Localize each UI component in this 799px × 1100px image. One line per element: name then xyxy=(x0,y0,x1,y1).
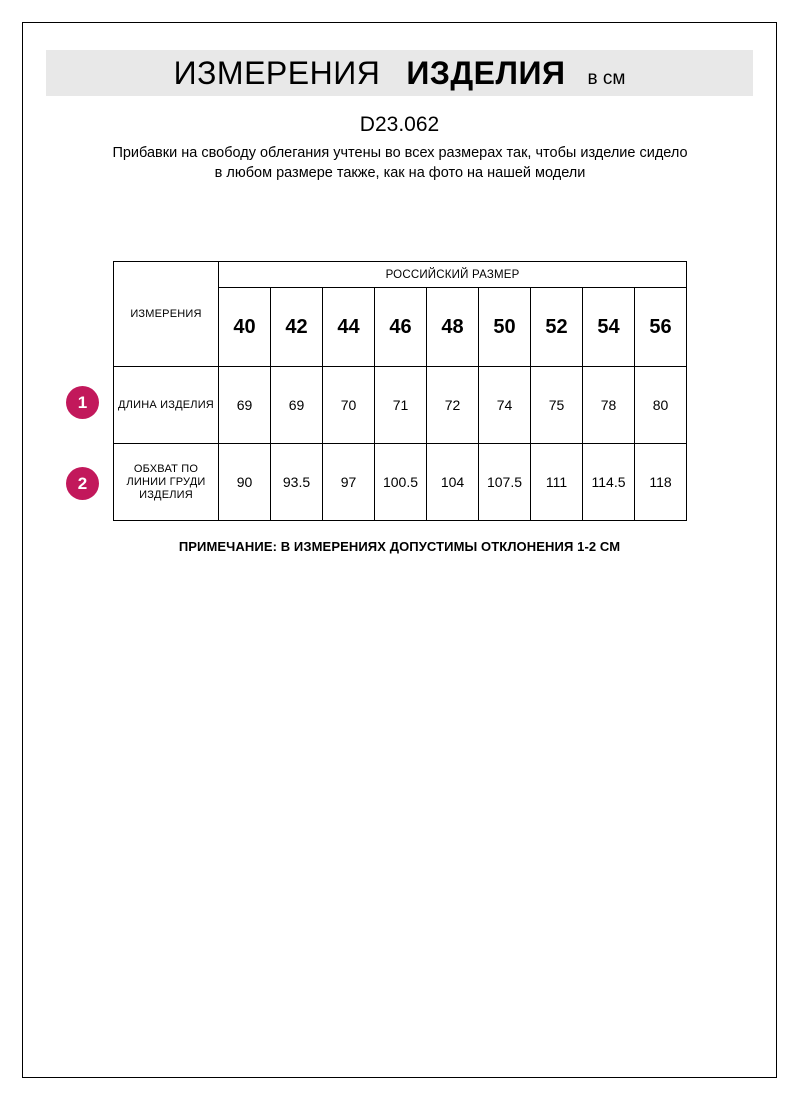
title-word-measurements: ИЗМЕРЕНИЯ xyxy=(173,54,381,91)
measurements-header: ИЗМЕРЕНИЯ xyxy=(114,262,219,367)
table-cell: 69 xyxy=(219,367,271,444)
document-title xyxy=(174,55,626,92)
table-cell: 93.5 xyxy=(271,444,323,521)
table-cell: 90 xyxy=(219,444,271,521)
table-cell: 71 xyxy=(375,367,427,444)
table-row xyxy=(114,444,687,521)
table-cell: 100.5 xyxy=(375,444,427,521)
title-units: в см xyxy=(587,67,626,89)
size-header-cell: 40 xyxy=(219,288,271,367)
table-cell: 80 xyxy=(635,367,687,444)
size-table-wrapper xyxy=(113,261,686,521)
size-table xyxy=(113,261,687,521)
size-header-cell: 50 xyxy=(479,288,531,367)
table-cell: 69 xyxy=(271,367,323,444)
size-header-cell: 52 xyxy=(531,288,583,367)
table-cell: 111 xyxy=(531,444,583,521)
row-label-length: ДЛИНА ИЗДЕЛИЯ xyxy=(114,367,219,444)
table-cell: 70 xyxy=(323,367,375,444)
table-header-group-row xyxy=(114,262,687,288)
russian-size-header: РОССИЙСКИЙ РАЗМЕР xyxy=(219,262,687,288)
size-header-cell: 44 xyxy=(323,288,375,367)
size-header-cell: 48 xyxy=(427,288,479,367)
measurement-badge-1: 1 xyxy=(66,386,99,419)
row-label-chest: ОБХВАТ ПО ЛИНИИ ГРУДИ ИЗДЕЛИЯ xyxy=(114,444,219,521)
table-cell: 78 xyxy=(583,367,635,444)
table-cell: 114.5 xyxy=(583,444,635,521)
size-header-cell: 42 xyxy=(271,288,323,367)
size-header-cell: 54 xyxy=(583,288,635,367)
table-cell: 74 xyxy=(479,367,531,444)
table-cell: 75 xyxy=(531,367,583,444)
document-title-bar xyxy=(46,50,753,96)
note-text: ПРИМЕЧАНИЕ: В ИЗМЕРЕНИЯХ ДОПУСТИМЫ ОТКЛОНЕНИЯ 1-2 СМ xyxy=(178,539,621,554)
table-cell: 118 xyxy=(635,444,687,521)
size-header-cell: 46 xyxy=(375,288,427,367)
description-text: Прибавки на свободу облегания учтены во всех размерах так, чтобы изделие сидело в любом размере также, как на фото на нашей модели xyxy=(112,145,688,181)
table-cell: 72 xyxy=(427,367,479,444)
table-cell: 107.5 xyxy=(479,444,531,521)
size-header-cell: 56 xyxy=(635,288,687,367)
article-code: D23.062 xyxy=(359,113,440,136)
table-cell: 104 xyxy=(427,444,479,521)
table-row xyxy=(114,367,687,444)
table-cell: 97 xyxy=(323,444,375,521)
measurement-badge-2: 2 xyxy=(66,467,99,500)
title-word-product: ИЗДЕЛИЯ xyxy=(406,54,566,91)
